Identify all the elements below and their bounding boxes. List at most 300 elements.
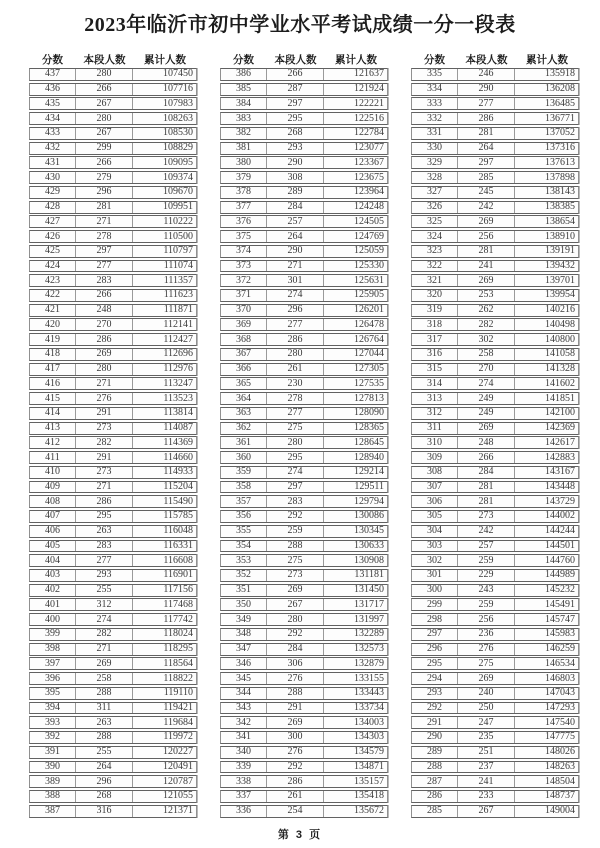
score-cell: 353	[221, 555, 267, 566]
score-cell: 311	[412, 423, 458, 434]
table-row	[411, 422, 579, 435]
table-row	[29, 230, 197, 243]
cumulative-cell: 111074	[163, 259, 193, 271]
count-cell: 277	[267, 319, 324, 330]
table-row	[29, 171, 197, 184]
count-cell: 301	[267, 275, 324, 286]
table-row	[411, 289, 579, 302]
count-cell: 249	[458, 393, 515, 404]
cumulative-cell: 136771	[545, 112, 575, 124]
table-row	[29, 304, 197, 317]
table-row	[220, 466, 388, 479]
cumulative-cell: 112427	[163, 333, 193, 345]
count-cell: 248	[76, 305, 133, 316]
score-cell: 288	[412, 762, 458, 773]
score-cell: 318	[412, 319, 458, 330]
table-row	[220, 569, 388, 582]
count-cell: 263	[76, 526, 133, 537]
score-cell: 316	[412, 349, 458, 360]
score-cell: 309	[412, 452, 458, 463]
col-header-cumulative: 累计人数	[335, 53, 377, 66]
score-cell: 325	[412, 216, 458, 227]
count-cell: 266	[267, 69, 324, 80]
cumulative-cell: 135672	[354, 805, 384, 817]
table-row	[29, 112, 197, 125]
table-row	[29, 348, 197, 361]
table-row	[220, 716, 388, 729]
score-cell: 382	[221, 128, 267, 139]
table-row	[220, 584, 388, 597]
table-row	[411, 260, 579, 273]
cumulative-cell: 139954	[545, 289, 575, 301]
count-cell: 263	[76, 717, 133, 728]
score-cell: 369	[221, 319, 267, 330]
count-cell: 284	[267, 202, 324, 213]
score-cell: 315	[412, 364, 458, 375]
count-cell: 271	[76, 378, 133, 389]
table-body	[220, 68, 388, 818]
cumulative-cell: 125059	[354, 245, 384, 257]
cumulative-cell: 144501	[545, 539, 575, 551]
cumulative-cell: 144760	[545, 554, 575, 566]
count-cell: 233	[458, 791, 515, 802]
score-cell: 292	[412, 703, 458, 714]
table-row	[220, 495, 388, 508]
count-cell: 280	[76, 113, 133, 124]
cumulative-cell: 132289	[354, 628, 384, 640]
table-row	[411, 716, 579, 729]
table-row	[220, 348, 388, 361]
count-cell: 286	[76, 496, 133, 507]
score-cell: 435	[30, 98, 76, 109]
table-row	[220, 407, 388, 420]
score-cell: 381	[221, 143, 267, 154]
score-cell: 420	[30, 319, 76, 330]
cumulative-cell: 144244	[545, 525, 575, 537]
score-cell: 338	[221, 776, 267, 787]
cumulative-cell: 141851	[545, 392, 575, 404]
count-cell: 269	[267, 717, 324, 728]
table-row	[411, 201, 579, 214]
table-row	[220, 436, 388, 449]
count-cell: 282	[458, 319, 515, 330]
score-cell: 305	[412, 511, 458, 522]
score-cell: 374	[221, 246, 267, 257]
table-row	[220, 657, 388, 670]
cumulative-cell: 124505	[354, 215, 384, 227]
count-cell: 261	[267, 364, 324, 375]
score-cell: 390	[30, 762, 76, 773]
table-row	[411, 230, 579, 243]
table-row	[220, 333, 388, 346]
cumulative-cell: 138385	[545, 201, 575, 213]
count-cell: 245	[458, 187, 515, 198]
cumulative-cell: 119972	[163, 731, 193, 743]
score-cell: 418	[30, 349, 76, 360]
cumulative-cell: 145232	[545, 584, 575, 596]
count-cell: 271	[76, 644, 133, 655]
table-row	[220, 790, 388, 803]
table-row	[411, 97, 579, 110]
score-cell: 406	[30, 526, 76, 537]
table-row	[220, 451, 388, 464]
cumulative-cell: 113523	[163, 392, 193, 404]
count-cell: 283	[267, 496, 324, 507]
score-cell: 328	[412, 172, 458, 183]
cumulative-cell: 114933	[163, 466, 193, 478]
cumulative-cell: 143448	[545, 481, 575, 492]
cumulative-cell: 134579	[354, 746, 384, 758]
score-cell: 371	[221, 290, 267, 301]
table-row	[29, 363, 197, 376]
cumulative-cell: 111871	[163, 304, 193, 316]
cumulative-cell: 136208	[545, 83, 575, 95]
score-cell: 313	[412, 393, 458, 404]
score-cell: 428	[30, 202, 76, 213]
score-cell: 419	[30, 334, 76, 345]
table-row	[29, 554, 197, 567]
cumulative-cell: 142369	[545, 422, 575, 434]
cumulative-cell: 138143	[545, 186, 575, 198]
count-cell: 282	[76, 437, 133, 448]
count-cell: 280	[267, 614, 324, 625]
score-cell: 287	[412, 776, 458, 787]
score-cell: 383	[221, 113, 267, 124]
table-row	[411, 274, 579, 287]
count-cell: 285	[458, 172, 515, 183]
table-row	[29, 598, 197, 611]
cumulative-cell: 108530	[163, 127, 193, 139]
count-cell: 264	[458, 143, 515, 154]
score-cell: 399	[30, 629, 76, 640]
count-cell: 282	[76, 629, 133, 640]
table-row	[411, 451, 579, 464]
table-row	[29, 525, 197, 538]
table-row	[220, 613, 388, 626]
col-header-score: 分数	[42, 53, 63, 66]
count-cell: 230	[267, 378, 324, 389]
score-cell: 392	[30, 732, 76, 743]
score-cell: 333	[412, 98, 458, 109]
table-row	[220, 156, 388, 169]
score-cell: 379	[221, 172, 267, 183]
score-cell: 343	[221, 703, 267, 714]
table-row	[411, 348, 579, 361]
cumulative-cell: 130086	[354, 510, 384, 522]
count-cell: 280	[267, 437, 324, 448]
table-row	[220, 510, 388, 523]
score-cell: 388	[30, 791, 76, 802]
score-cell: 434	[30, 113, 76, 124]
count-cell: 254	[267, 806, 324, 817]
score-cell: 413	[30, 423, 76, 434]
table-row	[220, 215, 388, 228]
score-cell: 363	[221, 408, 267, 419]
count-cell: 277	[458, 98, 515, 109]
table-row	[220, 702, 388, 715]
cumulative-cell: 112976	[163, 363, 193, 375]
count-cell: 290	[267, 157, 324, 168]
score-cell: 368	[221, 334, 267, 345]
cumulative-cell: 126764	[354, 333, 384, 345]
score-cell: 324	[412, 231, 458, 242]
table-row	[220, 230, 388, 243]
score-cell: 410	[30, 467, 76, 478]
table-row	[220, 112, 388, 125]
cumulative-cell: 128645	[354, 436, 384, 448]
table-row	[29, 142, 197, 155]
cumulative-cell: 110797	[163, 245, 193, 257]
score-cell: 430	[30, 172, 76, 183]
cumulative-cell: 127813	[354, 392, 384, 404]
cumulative-cell: 133734	[354, 702, 384, 714]
cumulative-cell: 130908	[354, 554, 384, 566]
count-cell: 293	[267, 143, 324, 154]
table-body	[29, 68, 197, 818]
count-cell: 257	[267, 216, 324, 227]
count-cell: 316	[76, 806, 133, 817]
count-cell: 299	[76, 143, 133, 154]
cumulative-cell: 116331	[163, 539, 193, 551]
score-cell: 337	[221, 791, 267, 802]
count-cell: 229	[458, 570, 515, 581]
cumulative-cell: 145983	[545, 628, 575, 640]
cumulative-cell: 146534	[545, 657, 575, 669]
cumulative-cell: 140216	[545, 304, 575, 316]
page-title: 2023年临沂市初中学业水平考试成绩一分一段表	[84, 14, 516, 36]
score-cell: 348	[221, 629, 267, 640]
table-row	[220, 481, 388, 494]
cumulative-cell: 139432	[545, 259, 575, 271]
score-cell: 433	[30, 128, 76, 139]
table-row	[29, 451, 197, 464]
table-row	[411, 186, 579, 199]
table-row	[29, 746, 197, 759]
count-cell: 297	[458, 157, 515, 168]
count-cell: 288	[76, 688, 133, 699]
count-cell: 281	[458, 496, 515, 507]
table-row	[411, 127, 579, 140]
score-cell: 346	[221, 658, 267, 669]
count-cell: 235	[458, 732, 515, 743]
count-cell: 269	[458, 673, 515, 684]
score-cell: 417	[30, 364, 76, 375]
table-row	[220, 260, 388, 273]
cumulative-cell: 129794	[354, 495, 384, 507]
table-row	[220, 304, 388, 317]
count-cell: 277	[267, 408, 324, 419]
table-row	[220, 687, 388, 700]
score-cell: 344	[221, 688, 267, 699]
table-row	[411, 584, 579, 597]
score-cell: 330	[412, 143, 458, 154]
table-row	[411, 569, 579, 582]
table-row	[411, 245, 579, 258]
count-cell: 264	[76, 762, 133, 773]
table-row	[220, 525, 388, 538]
table-row	[411, 68, 579, 81]
score-cell: 424	[30, 261, 76, 272]
cumulative-cell: 128365	[354, 422, 384, 434]
cumulative-cell: 130633	[354, 539, 384, 551]
table-row	[220, 392, 388, 405]
cumulative-cell: 146259	[545, 643, 575, 655]
cumulative-cell: 115204	[163, 481, 193, 492]
count-cell: 274	[267, 467, 324, 478]
table-row	[29, 392, 197, 405]
count-cell: 297	[76, 246, 133, 257]
score-cell: 332	[412, 113, 458, 124]
count-cell: 261	[267, 791, 324, 802]
cumulative-cell: 133155	[354, 672, 384, 684]
score-cell: 375	[221, 231, 267, 242]
table-row	[220, 171, 388, 184]
count-cell: 276	[267, 747, 324, 758]
score-cell: 299	[412, 599, 458, 610]
count-cell: 259	[458, 599, 515, 610]
table-row	[29, 422, 197, 435]
cumulative-cell: 122516	[354, 112, 384, 124]
cumulative-cell: 107450	[163, 68, 193, 80]
score-cell: 319	[412, 305, 458, 316]
table-row	[411, 377, 579, 390]
count-cell: 297	[267, 482, 324, 493]
table-row	[29, 775, 197, 788]
cumulative-cell: 114369	[163, 436, 193, 448]
count-cell: 274	[267, 290, 324, 301]
cumulative-cell: 124769	[354, 230, 384, 242]
count-cell: 297	[267, 98, 324, 109]
count-cell: 295	[267, 452, 324, 463]
cumulative-cell: 140498	[545, 318, 575, 330]
table-row	[29, 731, 197, 744]
count-cell: 243	[458, 585, 515, 596]
score-cell: 331	[412, 128, 458, 139]
table-row	[220, 422, 388, 435]
cumulative-cell: 135918	[545, 68, 575, 80]
cumulative-cell: 148504	[545, 775, 575, 787]
table-row	[220, 201, 388, 214]
score-cell: 408	[30, 496, 76, 507]
count-cell: 302	[458, 334, 515, 345]
cumulative-cell: 144989	[545, 569, 575, 581]
table-row	[411, 171, 579, 184]
score-cell: 290	[412, 732, 458, 743]
table-row	[220, 68, 388, 81]
cumulative-cell: 136485	[545, 97, 575, 109]
table-row	[411, 687, 579, 700]
count-cell: 271	[267, 261, 324, 272]
score-cell: 397	[30, 658, 76, 669]
count-cell: 277	[76, 261, 133, 272]
cumulative-cell: 115490	[163, 495, 193, 507]
count-cell: 292	[267, 511, 324, 522]
score-cell: 360	[221, 452, 267, 463]
count-cell: 292	[267, 629, 324, 640]
table-row	[411, 731, 579, 744]
count-cell: 275	[458, 658, 515, 669]
score-cell: 426	[30, 231, 76, 242]
table-row	[29, 318, 197, 331]
count-cell: 269	[458, 275, 515, 286]
table-row	[220, 83, 388, 96]
table-row	[220, 318, 388, 331]
cumulative-cell: 137613	[545, 156, 575, 168]
cumulative-cell: 145747	[545, 613, 575, 625]
cumulative-cell: 129511	[354, 481, 384, 492]
table-row	[29, 245, 197, 258]
cumulative-cell: 139701	[545, 274, 575, 286]
cumulative-cell: 138654	[545, 215, 575, 227]
cumulative-cell: 141602	[545, 377, 575, 389]
cumulative-cell: 121055	[163, 790, 193, 802]
score-cell: 321	[412, 275, 458, 286]
score-cell: 350	[221, 599, 267, 610]
table-row	[220, 775, 388, 788]
count-cell: 241	[458, 261, 515, 272]
score-cell: 432	[30, 143, 76, 154]
cumulative-cell: 123077	[354, 142, 384, 154]
score-cell: 407	[30, 511, 76, 522]
table-row	[29, 643, 197, 656]
score-cell: 354	[221, 541, 267, 552]
table-row	[411, 598, 579, 611]
cumulative-cell: 134303	[354, 731, 384, 743]
count-cell: 281	[76, 202, 133, 213]
cumulative-cell: 113814	[163, 407, 193, 419]
table-row	[411, 613, 579, 626]
count-cell: 266	[76, 290, 133, 301]
cumulative-cell: 118822	[163, 672, 193, 684]
score-cell: 378	[221, 187, 267, 198]
cumulative-cell: 147775	[545, 731, 575, 743]
cumulative-cell: 109670	[163, 186, 193, 198]
cumulative-cell: 133443	[354, 687, 384, 699]
cumulative-cell: 131717	[354, 598, 384, 610]
score-cell: 296	[412, 644, 458, 655]
score-cell: 436	[30, 84, 76, 95]
table-row	[411, 761, 579, 774]
table-row	[29, 466, 197, 479]
count-cell: 286	[267, 776, 324, 787]
count-cell: 275	[267, 423, 324, 434]
cumulative-cell: 138910	[545, 230, 575, 242]
score-cell: 387	[30, 806, 76, 817]
score-cell: 293	[412, 688, 458, 699]
score-cell: 402	[30, 585, 76, 596]
cumulative-cell: 128090	[354, 407, 384, 419]
table-row	[29, 274, 197, 287]
count-cell: 269	[76, 349, 133, 360]
count-cell: 246	[458, 69, 515, 80]
table-row	[411, 481, 579, 494]
cumulative-cell: 142100	[545, 407, 575, 419]
score-cell: 361	[221, 437, 267, 448]
cumulative-cell: 108263	[163, 112, 193, 124]
score-cell: 358	[221, 482, 267, 493]
score-cell: 320	[412, 290, 458, 301]
count-cell: 280	[267, 349, 324, 360]
cumulative-cell: 114660	[163, 451, 193, 463]
score-cell: 289	[412, 747, 458, 758]
count-cell: 257	[458, 541, 515, 552]
cumulative-cell: 126478	[354, 318, 384, 330]
count-cell: 281	[458, 482, 515, 493]
table-header-row	[29, 51, 197, 67]
score-cell: 398	[30, 644, 76, 655]
score-cell: 404	[30, 555, 76, 566]
score-cell: 401	[30, 599, 76, 610]
